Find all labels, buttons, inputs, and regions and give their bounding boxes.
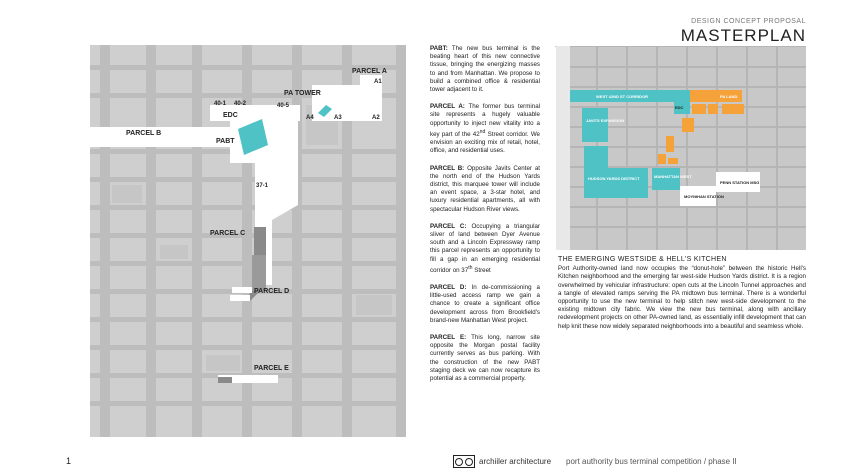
label-pa-tower: PA TOWER <box>284 90 321 97</box>
label-a3: A3 <box>334 115 342 121</box>
inset-label-manhattan-west: MANHATTAN WEST <box>654 174 692 179</box>
page-title: MASTERPLAN <box>680 26 806 45</box>
label-37-1: 37-1 <box>256 183 269 189</box>
label-a1: A1 <box>374 79 382 85</box>
essay-heading: THE EMERGING WESTSIDE & HELL'S KITCHEN <box>558 256 727 263</box>
desc-parcel-a: PARCEL A: The former bus terminal site represents a hugely valuable opportunity to inject new vitality into a key part of the 42nd Street corridor. We envision an exciting mix of retail, hotel, office, and residential uses. <box>430 103 541 155</box>
label-a4: A4 <box>306 115 314 121</box>
label-parcel-c: PARCEL C <box>210 230 246 237</box>
firm-logo <box>453 455 551 468</box>
inset-label-corridor: WEST 42ND ST CORRIDOR <box>596 94 649 99</box>
label-parcel-d: PARCEL D <box>254 288 290 295</box>
desc-parcel-c: PARCEL C: Occupying a triangular sliver of land between Dyer Avenue south and a Lincoln Expressway ramp this parcel represents an opportunity to fill a gap in an emerging residential corridor on 37th Street <box>430 222 540 274</box>
label-40-1: 40-1 <box>214 101 227 107</box>
label-parcel-b: PARCEL B <box>126 130 162 137</box>
inset-label-pa-land: PA LAND <box>720 94 738 99</box>
desc-parcel-d: PARCEL D: In de-commissioning a little-used access ramp we gain a chance to create a significant office development across from Brookfield's brand-new Manhattan West project. <box>430 284 540 324</box>
logo-mark-icon <box>453 455 475 468</box>
parcel-descriptions <box>430 45 540 392</box>
inset-label-javits: JAVITS EXPANSION <box>586 118 625 123</box>
label-a2: A2 <box>372 115 380 121</box>
essay-section <box>558 256 806 331</box>
inset-label-hudson-yards: HUDSON YARDS DISTRICT <box>588 176 640 181</box>
inset-label-penn: PENN STATION MSG <box>720 180 760 185</box>
firm-name: archiiler architecture <box>479 457 552 466</box>
label-40-2: 40-2 <box>234 101 247 107</box>
header-subtitle: DESIGN CONCEPT PROPOSAL <box>691 18 806 25</box>
label-pabt: PABT <box>216 138 235 145</box>
context-map <box>556 46 806 250</box>
label-40-5: 40-5 <box>277 103 290 109</box>
project-name: port authority bus terminal competition / phase II <box>566 457 737 466</box>
label-parcel-e: PARCEL E <box>254 365 289 372</box>
label-edc: EDC <box>223 112 238 119</box>
essay-body: Port Authority-owned land now occupies the “donut-hole” between the historic Hell's Kitchen neighborhood and the emerging far west-side Hudson Yards district. It is a region overwhelmed by vehicular infrastructure: open cuts at the Lincoln Tunnel approaches and a tangle of elevated ramps serving the PA midtown bus terminal. There is a wonderful opportunity to use the new terminal to help stitch new west-side development to the existing midtown city fabric. We view the new bus terminal, along with ancillary redevelopment projects on other PA-owned land, as essentially infill development that can help knit these now widely separated neighborhoods into a beautiful and seamless whole. <box>558 265 806 330</box>
masterplan-map <box>90 45 406 437</box>
inset-label-moynihan: MOYNIHAN STATION <box>684 194 724 199</box>
desc-parcel-e: PARCEL E: This long, narrow site opposite the Morgan postal facility currently serves as bus parking. With the construction of the new PABT staging deck we can now recapture its potential as a commercial property. <box>430 334 540 383</box>
inset-label-edc: EDC <box>675 105 684 110</box>
desc-pabt: PABT: The new bus terminal is the beating heart of this new connective tissue, bringing the energizing masses to and from Manhattan. We propose to build a combined office & residential tower adjacent to it. <box>430 45 540 94</box>
page-number: 1 <box>66 456 72 466</box>
label-parcel-a: PARCEL A <box>352 68 387 75</box>
desc-parcel-b: PARCEL B: Opposite Javits Center at the north end of the Hudson Yards district, this marquee tower will include an event space, a 3-star hotel, and luxury residential apartments, all with spectacular Hudson River views. <box>430 164 540 213</box>
